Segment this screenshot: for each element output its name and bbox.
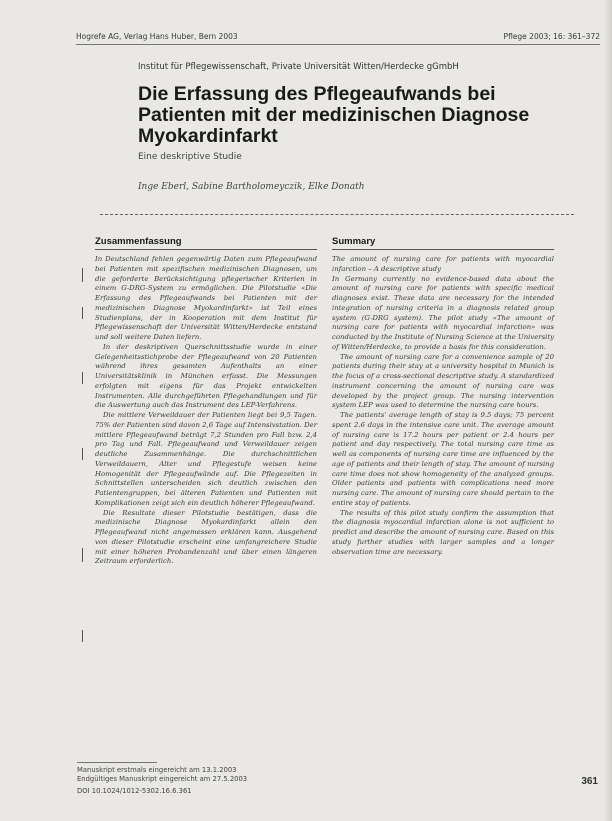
summary-rule xyxy=(332,249,554,250)
margin-mark xyxy=(82,268,83,282)
margin-mark xyxy=(82,630,83,642)
zusammenfassung-heading: Zusammenfassung xyxy=(95,236,182,247)
zusammenfassung-paragraph: In der deskriptiven Querschnittsstudie wurde in einer Gelegenheitsstichprobe der Pflegeaufwand von 20 Patienten während ihres gesamten Aufenthalts an einer Universitätsklinik in München erfasst. Die Messungen erfolgten mit eigens für das Projekt entwickelten Instrumenten. Alle durchgeführten Pflegehandlungen und für die Auswertung auch das Instrument des LEP-Verfahrens. xyxy=(95,342,317,410)
summary-paragraph: The patients' average length of stay is 9.5 days; 75 percent spent 2.6 days in the intensive care unit. The average amount of nursing care is 17.2 hours per patient or 2.4 hours per patient and day respectively. The total nursing care time as well as components of nursing care time are influenced by the age of patients and their length of stay. The amount of nursing care time does not show homogeneity of the analyzed groups. Older patients and patients with complications need more nursing care. The amount of nursing care should pertain to the entire stay of patients. xyxy=(332,411,554,507)
summary-text xyxy=(332,255,554,557)
article-subtitle: Eine deskriptive Studie xyxy=(138,152,242,162)
section-divider xyxy=(100,214,574,215)
footer-divider xyxy=(77,762,157,763)
zusammenfassung-rule xyxy=(95,249,317,250)
zusammenfassung-paragraph: In Deutschland fehlen gegenwärtig Daten zum Pflegeaufwand bei Patienten mit spezifischen medizinischen Diagnosen, um die geforderte Berücksichtigung pflegerischer Kriterien in einem G-DRG-System zu ermöglichen. Die Pilotstudie «Die Erfassung des Pflegeaufwands bei Patienten mit der medizinischen Diagnose Myokardinfarkt» ist Teil eines Studienplans, der in Kooperation mit dem Institut für Pflegewissenschaft der Universität Witten/Herdecke entstand und soll weitere Daten liefern. xyxy=(95,255,317,341)
summary-paragraph: The amount of nursing care for patients with myocardial infarction – A descriptive study xyxy=(332,255,554,273)
footer-line: DOI 10.1024/1012-5302.16.6.361 xyxy=(77,787,192,795)
summary-paragraph: In Germany currently no evidence-based data about the amount of nursing care for patients with specific medical diagnoses exist. These data are necessary for the intended integration of nursing criteria in a diagnosis related group system (G-DRG system). The pilot study «The amount of nursing care for patients with myocardial infarction» was conducted by the Institute of Nursing Science at the University of Witten/Herdecke, to provide a basis for this consideration. xyxy=(332,274,554,351)
zusammenfassung-paragraph: Die Resultate dieser Pilotstudie bestätigen, dass die medizinische Diagnose Myokardinfarkt allein den Pflegeaufwand nicht angemessen erklären kann. Ausgehend von dieser Pilotstudie erscheint eine umfangreichere Studie mit einer höheren Probandenzahl und über einen längeren Zeitraum erforderlich. xyxy=(95,508,317,566)
margin-mark xyxy=(82,372,83,384)
institute-line: Institut für Pflegewissenschaft, Private Universität Witten/Herdecke gGmbH xyxy=(138,62,459,72)
publisher-line: Hogrefe AG, Verlag Hans Huber, Bern 2003 xyxy=(76,32,238,41)
citation-line: Pflege 2003; 16: 361–372 xyxy=(503,32,600,41)
zusammenfassung-paragraph: Die mittlere Verweildauer der Patienten liegt bei 9,5 Tagen. 75% der Patienten sind davon 2,6 Tage auf Intensivstation. Der mittlere Pflegeaufwand beträgt 7,2 Stunden pro Fall bzw. 2,4 pro Tag und Fall. Pflegeaufwand und Verweildauer zeigen deutliche Zusammenhänge. Die durchschnittlichen Verweildauern, Alter und Pflegestufe weisen keine Homogenität der Pflegeaufwände auf. Die Pflegezeiten in Schnittstellen unterscheiden sich deutlich zwischen den Patientengruppen, bei älteren Patienten und Patienten mit Komplikationen zeigt sich ein deutlich höherer Pflegeaufwand. xyxy=(95,411,317,507)
summary-heading: Summary xyxy=(332,236,376,247)
header-divider xyxy=(76,44,600,45)
article-title: Die Erfassung des Pflegeaufwands bei Patienten mit der medizinischen Diagnose Myokardinfarkt xyxy=(138,83,530,147)
margin-mark xyxy=(82,307,83,319)
page-number: 361 xyxy=(581,776,598,787)
summary-paragraph: The amount of nursing care for a convenience sample of 20 patients during their stay at a university hospital in Munich is the focus of a cross-sectional descriptive study. A standardized instrument concerning the amount of nursing care was developed by the project group. The nursing intervention system LEP was used to determine the nursing care hours. xyxy=(332,352,554,410)
manuscript-footer xyxy=(77,766,247,796)
page-edge-shadow xyxy=(604,0,612,821)
margin-mark xyxy=(82,548,83,562)
footer-line: Endgültiges Manuskript eingereicht am 27.5.2003 xyxy=(77,775,248,783)
zusammenfassung-text xyxy=(95,255,317,567)
summary-paragraph: The results of this pilot study confirm the assumption that the diagnosis myocardial infarction alone is not sufficient to predict and describe the amount of nursing care. Based on this study further studies with larger samples and a longer observation time are necessary. xyxy=(332,508,554,556)
author-list: Inge Eberl, Sabine Bartholomeyczik, Elke Donath xyxy=(138,182,365,192)
footer-line: Manuskript erstmals eingereicht am 13.1.2003 xyxy=(77,766,237,774)
margin-mark xyxy=(82,448,83,460)
